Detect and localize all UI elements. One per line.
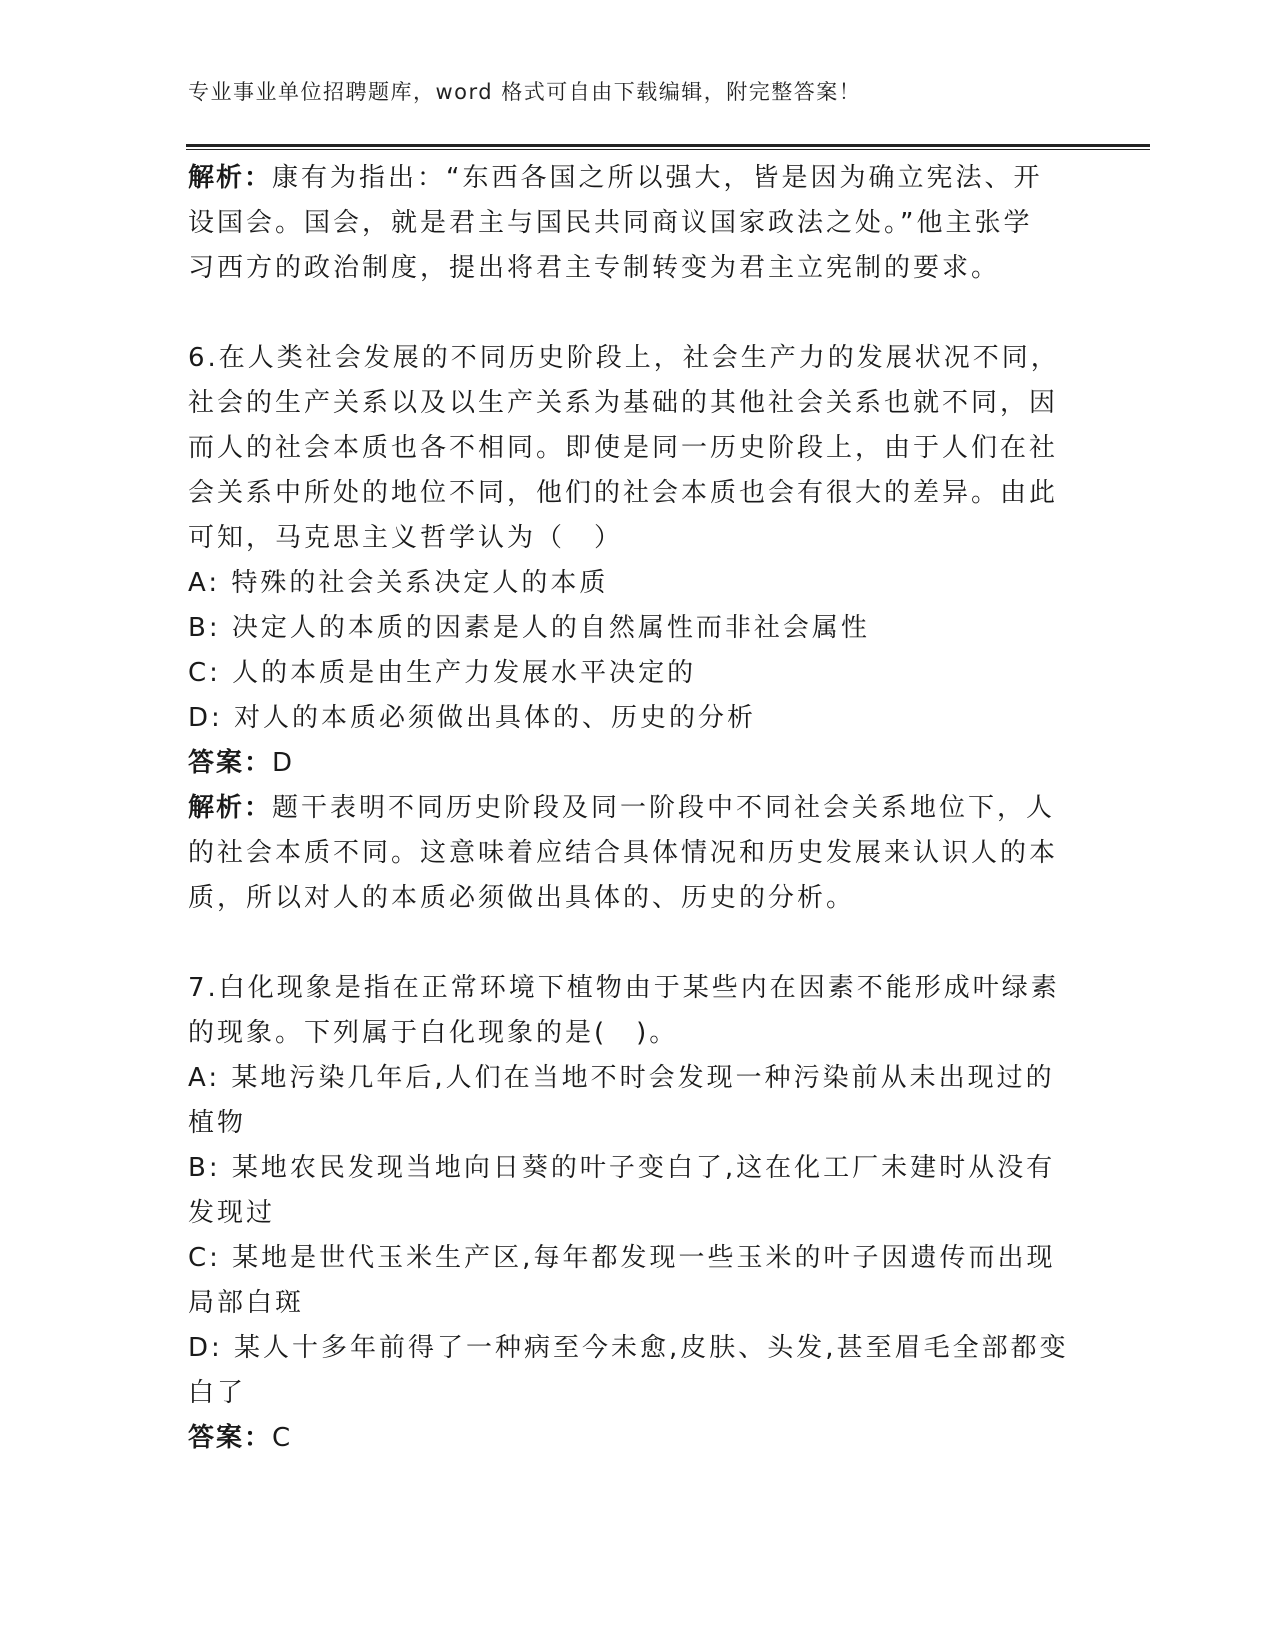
q6-option-b: B: 决定人的本质的因素是人的自然属性而非社会属性 [188, 613, 870, 643]
q6-answer [188, 741, 1088, 786]
q6-option-a: A: 特殊的社会关系决定人的本质 [188, 568, 609, 598]
document-body [188, 156, 1088, 1461]
q6-stem-line: 会关系中所处的地位不同，他们的社会本质也会有很大的差异。由此 [188, 478, 1059, 508]
q5-analysis-line: 习西方的政治制度，提出将君主专制转变为君主立宪制的要求。 [188, 253, 1001, 283]
q6-option-c: C: 人的本质是由生产力发展水平决定的 [188, 658, 697, 688]
q7-option-a: A: 某地污染几年后,人们在当地不时会发现一种污染前从未出现过的 [188, 1063, 1055, 1093]
q6-stem-line: 社会的生产关系以及以生产关系为基础的其他社会关系也就不同，因 [188, 388, 1059, 418]
q5-analysis-line [188, 156, 1088, 201]
q5-analysis-label: 解析： [188, 163, 273, 193]
q7-option-b-cont: 发现过 [188, 1198, 276, 1228]
q6-stem-line: 而人的社会本质也各不相同。即使是同一历史阶段上，由于人们在社 [188, 433, 1059, 463]
q6-answer-label: 答案： [188, 748, 273, 778]
q7-option-b: B: 某地农民发现当地向日葵的叶子变白了,这在化工厂未建时从没有 [188, 1153, 1056, 1183]
q5-analysis-line: 设国会。国会，就是君主与国民共同商议国家政法之处。”他主张学 [188, 208, 1033, 238]
q6-analysis-line: 的社会本质不同。这意味着应结合具体情况和历史发展来认识人的本 [188, 838, 1059, 868]
q6-analysis-line [188, 786, 1088, 831]
q7-option-d-cont: 白了 [188, 1378, 247, 1408]
q6-analysis-text: 题干表明不同历史阶段及同一阶段中不同社会关系地位下，人 [272, 793, 1056, 823]
header-divider [186, 144, 1150, 150]
q6-analysis-label: 解析： [188, 793, 273, 823]
q5-analysis-text: 康有为指出：“东西各国之所以强大，皆是因为确立宪法、开 [272, 163, 1043, 193]
q7-option-c-cont: 局部白斑 [188, 1288, 305, 1318]
q6-stem-line: 可知，马克思主义哲学认为（ ） [188, 523, 624, 553]
q7-stem-line: 的现象。下列属于白化现象的是( )。 [188, 1018, 679, 1048]
q6-answer-value: D [272, 748, 296, 778]
q6-analysis-line: 质，所以对人的本质必须做出具体的、历史的分析。 [188, 883, 856, 913]
q6-option-d: D: 对人的本质必须做出具体的、历史的分析 [188, 703, 757, 733]
q7-answer [188, 1416, 1088, 1461]
spacer [188, 291, 1088, 336]
q7-option-c: C: 某地是世代玉米生产区,每年都发现一些玉米的叶子因遗传而出现 [188, 1243, 1056, 1273]
spacer [188, 921, 1088, 966]
q7-option-a-cont: 植物 [188, 1108, 247, 1138]
q7-stem-line: 7.白化现象是指在正常环境下植物由于某些内在因素不能形成叶绿素 [188, 973, 1060, 1003]
page-header-note: 专业事业单位招聘题库，word 格式可自由下载编辑，附完整答案！ [188, 80, 862, 104]
q7-answer-value: C [272, 1423, 294, 1453]
q7-answer-label: 答案： [188, 1423, 273, 1453]
q6-stem-line: 6.在人类社会发展的不同历史阶段上，社会生产力的发展状况不同， [188, 343, 1060, 373]
q7-option-d: D: 某人十多年前得了一种病至今未愈,皮肤、头发,甚至眉毛全部都变 [188, 1333, 1069, 1363]
